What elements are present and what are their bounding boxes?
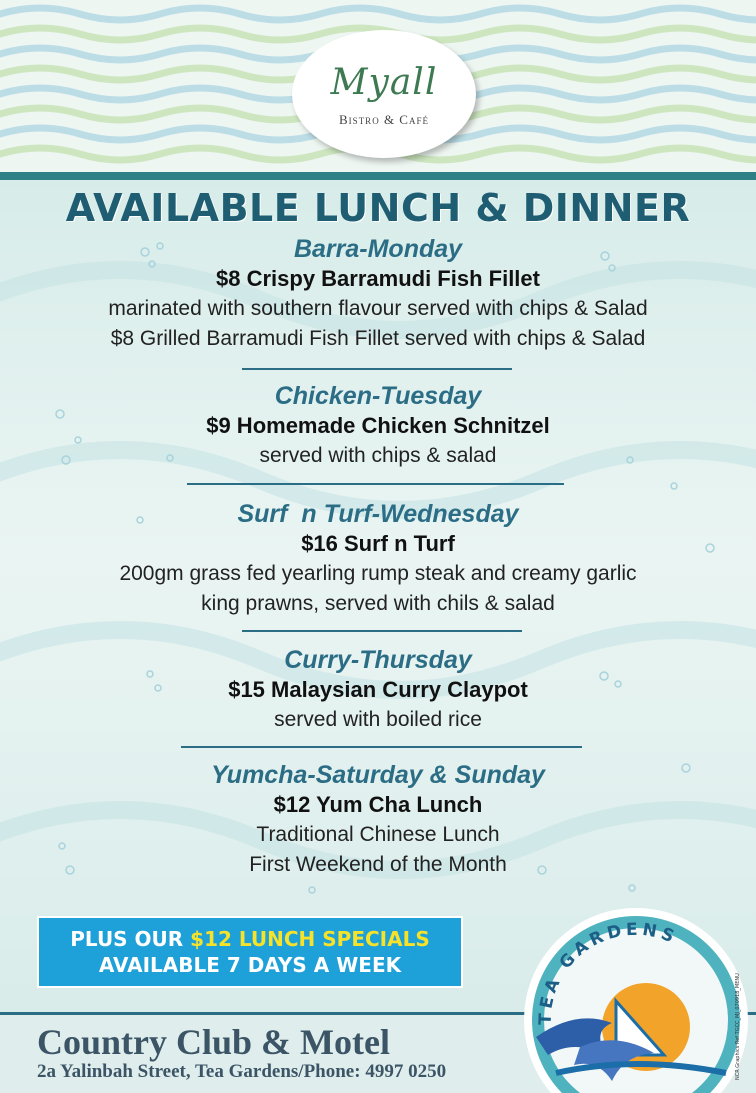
- day-title: Yumcha-Saturday & Sunday: [211, 761, 545, 789]
- day-title: Chicken-Tuesday: [274, 382, 482, 410]
- section-divider: [181, 746, 582, 748]
- dish-title: $8 Crispy Barramudi Fish Fillet: [216, 266, 540, 291]
- logo-subtitle: Bistro & Café: [339, 112, 429, 127]
- lunch-specials-banner: [37, 916, 463, 988]
- specials-highlight: $12 LUNCH SPECIALS: [190, 927, 430, 951]
- section-tuesday: [0, 381, 756, 471]
- section-weekend: [0, 760, 756, 880]
- specials-line-1: [39, 926, 461, 952]
- myall-logo: [292, 30, 476, 158]
- section-divider: [242, 630, 522, 632]
- dish-description: 200gm grass fed yearling rump steak and creamy garlic: [119, 562, 637, 585]
- dish-title: $9 Homemade Chicken Schnitzel: [206, 413, 550, 438]
- header-band: [0, 0, 756, 172]
- dish-title: $12 Yum Cha Lunch: [273, 792, 483, 817]
- section-divider: [187, 483, 564, 485]
- dish-description: First Weekend of the Month: [249, 853, 507, 876]
- footer-address: 2a Yalinbah Street, Tea Gardens/Phone: 4997 0250: [37, 1061, 447, 1082]
- dish-description: served with boiled rice: [274, 708, 482, 731]
- headline: AVAILABLE LUNCH & DINNER: [65, 186, 691, 230]
- dish-description: served with chips & salad: [259, 444, 497, 467]
- dish-title: $16 Surf n Turf: [301, 531, 455, 556]
- tea-gardens-badge: [496, 905, 756, 1093]
- footer-title: Country Club & Motel: [37, 1022, 390, 1062]
- dish-description: $8 Grilled Barramudi Fish Fillet served with chips & Salad: [110, 327, 646, 350]
- dish-description: marinated with southern flavour served with chips & Salad: [108, 297, 648, 320]
- specials-line-2: AVAILABLE 7 DAYS A WEEK: [98, 953, 402, 977]
- legal-reference: NCR Graphics Ref TGCC_MJ_070918_MENU: [735, 973, 741, 1080]
- section-wednesday: [0, 499, 756, 619]
- badge-text: TEA GARDENS: [535, 919, 681, 1026]
- section-divider: [242, 368, 512, 370]
- specials-prefix: PLUS OUR: [70, 927, 191, 951]
- section-monday: [0, 234, 756, 354]
- dish-description: Traditional Chinese Lunch: [256, 823, 500, 846]
- dish-title: $15 Malaysian Curry Claypot: [228, 677, 528, 702]
- day-title: Barra-Monday: [293, 235, 463, 263]
- section-thursday: [0, 645, 756, 735]
- header-divider: [0, 172, 756, 180]
- dish-description: king prawns, served with chils & salad: [201, 592, 555, 615]
- day-title: Curry-Thursday: [284, 646, 472, 674]
- day-title: Surf n Turf-Wednesday: [237, 500, 519, 528]
- logo-script: Myall: [330, 62, 438, 103]
- menu-body: [0, 180, 756, 1012]
